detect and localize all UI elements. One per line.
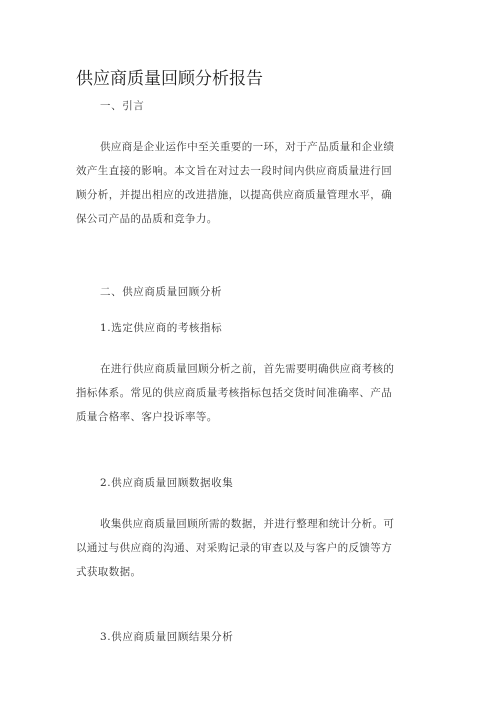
paragraph-line: 在进行供应商质量回顾分析之前，首先需要明确供应商考核的 <box>100 363 395 375</box>
section-heading-analysis: 二、供应商质量回顾分析 <box>100 286 223 298</box>
paragraph-line: 保公司产品的品质和竞争力。 <box>76 213 218 225</box>
subsection-heading-results: 3.供应商质量回顾结果分析 <box>100 631 234 643</box>
document-title: 供应商质量回顾分析报告 <box>76 69 263 89</box>
paragraph-data-collection <box>76 512 422 584</box>
paragraph-line: 收集供应商质量回顾所需的数据，并进行整理和统计分析。可 <box>100 518 395 530</box>
section-heading-introduction: 一、引言 <box>100 100 145 112</box>
paragraph-indicators <box>76 357 422 429</box>
paragraph-line: 供应商是企业运作中至关重要的一环，对于产品质量和企业绩 <box>100 141 395 153</box>
paragraph-line: 效产生直接的影响。本文旨在对过去一段时间内供应商质量进行回 <box>76 165 393 177</box>
subsection-heading-data-collection: 2.供应商质量回顾数据收集 <box>100 477 234 489</box>
paragraph-line: 顾分析，并提出相应的改进措施，以提高供应商质量管理水平，确 <box>76 189 393 201</box>
paragraph-line: 以通过与供应商的沟通、对采购记录的审查以及与客户的反馈等方 <box>76 542 393 554</box>
paragraph-line: 式获取数据。 <box>76 566 142 578</box>
paragraph-introduction <box>76 135 422 231</box>
paragraph-line: 质量合格率、客户投诉率等。 <box>76 411 218 423</box>
paragraph-line: 指标体系。常见的供应商质量考核指标包括交货时间准确率、产品 <box>76 387 393 399</box>
subsection-heading-indicators: 1.选定供应商的考核指标 <box>100 322 223 334</box>
